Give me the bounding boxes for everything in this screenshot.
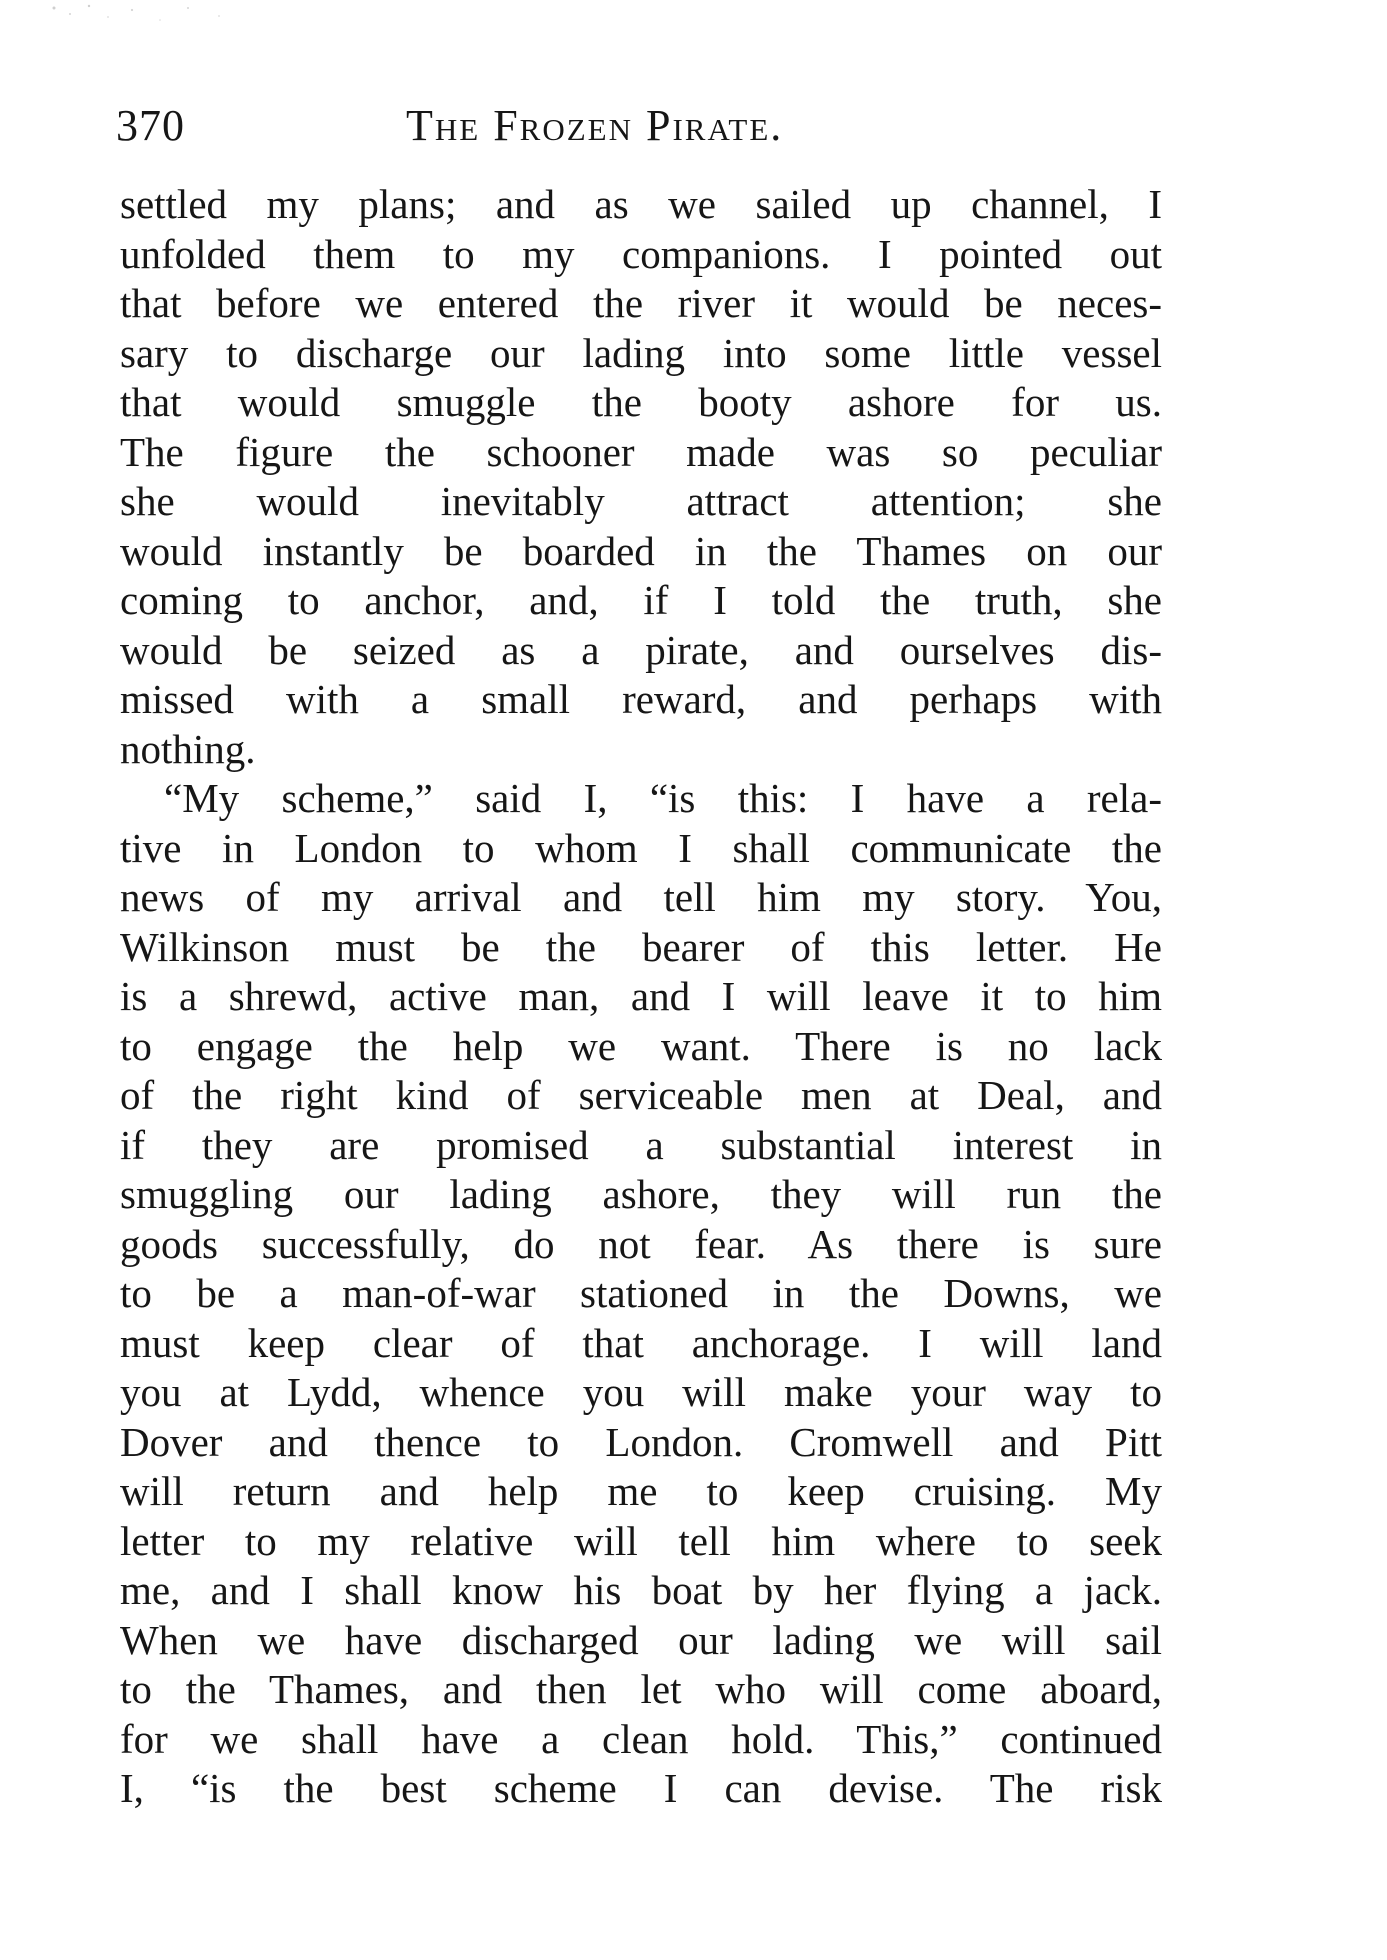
body-text	[120, 180, 1162, 1814]
text-line: missed with a small reward, and perhaps with	[120, 676, 1162, 722]
text-line: The figure the schooner made was so peculiar	[120, 428, 1162, 475]
text-line: for we shall have a clean hold. This,” continued	[120, 1715, 1162, 1762]
text-line: When we have discharged our lading we will sail	[120, 1616, 1162, 1663]
text-line: unfolded them to my companions. I pointed out	[120, 230, 1162, 277]
running-title: The Frozen Pirate.	[406, 101, 784, 150]
text-line: you at Lydd, whence you will make your way to	[120, 1369, 1162, 1415]
text-line: coming to anchor, and, if I told the truth, she	[120, 577, 1162, 623]
text-line: goods successfully, do not fear. As there is sure	[120, 1220, 1162, 1267]
text-line: “My scheme,” said I, “is this: I have a rela-	[164, 775, 1162, 821]
text-line: of the right kind of serviceable men at Deal, and	[120, 1072, 1162, 1118]
text-line: me, and I shall know his boat by her flying a jack.	[120, 1567, 1162, 1613]
text-line: will return and help me to keep cruising. My	[120, 1468, 1162, 1514]
text-line: smuggling our lading ashore, they will run the	[120, 1171, 1162, 1217]
paper-speckle-decoration	[48, 2, 238, 28]
text-line: letter to my relative will tell him where to seek	[120, 1517, 1162, 1564]
text-line: Wilkinson must be the bearer of this letter. He	[120, 923, 1162, 970]
text-line: that would smuggle the booty ashore for us.	[120, 379, 1162, 425]
text-line: Dover and thence to London. Cromwell and Pitt	[120, 1418, 1162, 1465]
text-line: to the Thames, and then let who will come aboard,	[120, 1666, 1162, 1712]
text-line: if they are promised a substantial interest in	[120, 1121, 1162, 1168]
text-line: tive in London to whom I shall communicate the	[120, 824, 1162, 871]
text-line: settled my plans; and as we sailed up channel, I	[120, 181, 1162, 227]
text-line: news of my arrival and tell him my story. You,	[120, 874, 1162, 920]
text-line: nothing.	[120, 725, 256, 772]
text-line: is a shrewd, active man, and I will leave it to him	[120, 973, 1162, 1019]
page-number: 370	[116, 101, 185, 150]
text-line: to engage the help we want. There is no lack	[120, 1022, 1162, 1069]
text-line: sary to discharge our lading into some little vessel	[120, 329, 1162, 376]
text-line: that before we entered the river it would be neces-	[120, 280, 1162, 326]
text-line: would instantly be boarded in the Thames on our	[120, 527, 1162, 574]
text-line: would be seized as a pirate, and ourselves dis-	[120, 626, 1162, 673]
text-line: I, “is the best scheme I can devise. The risk	[120, 1765, 1162, 1811]
running-header	[116, 100, 1166, 170]
text-line: must keep clear of that anchorage. I will land	[120, 1319, 1162, 1366]
text-line: to be a man-of-war stationed in the Downs, we	[120, 1270, 1162, 1316]
text-line: she would inevitably attract attention; she	[120, 478, 1162, 524]
